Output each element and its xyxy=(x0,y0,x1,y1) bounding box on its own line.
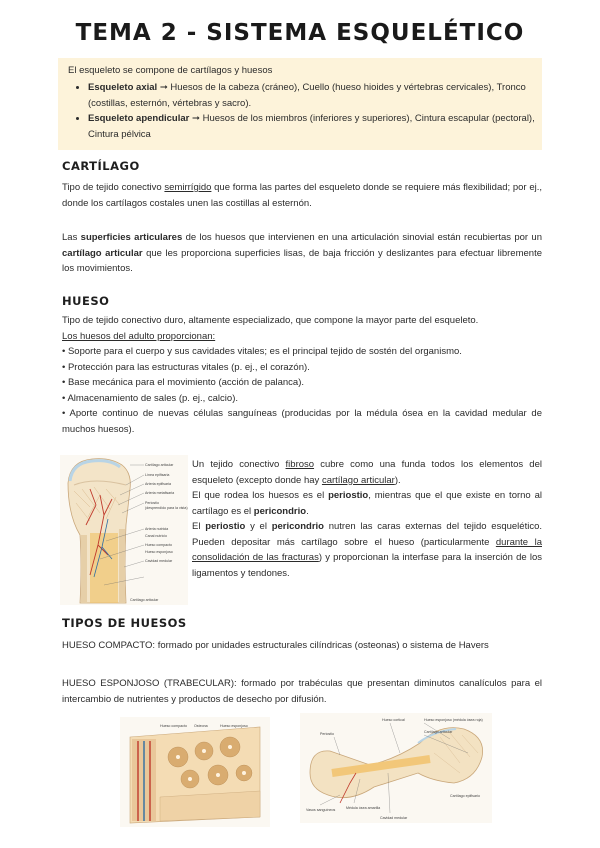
femur-illustration xyxy=(300,713,492,823)
hueso-paragraph xyxy=(62,313,542,437)
cartilago-paragraph-1 xyxy=(62,180,542,211)
figure-label: Arteria epifisaria xyxy=(145,482,171,486)
text: ). xyxy=(394,474,401,486)
figure-label: Arteria nutricia xyxy=(145,527,169,531)
figure-label: Cartílago articular xyxy=(130,598,159,602)
cartilago-paragraph-2 xyxy=(62,230,542,277)
osteon-illustration xyxy=(120,717,270,827)
text: ) y proporcionan la interfase para la inserción de los ligamentos y tendones. xyxy=(192,552,542,579)
subheading: Los huesos del adulto proporcionan: xyxy=(62,330,216,342)
figure-label: Cartílago articular xyxy=(145,463,174,467)
figure-label: Hueso esponjoso xyxy=(220,724,248,728)
heading-tipos-huesos: TIPOS DE HUESOS xyxy=(62,616,187,630)
hueso-esponjoso-text xyxy=(62,676,542,707)
text: . xyxy=(306,505,309,517)
figure-label: Periostio xyxy=(320,732,334,736)
text: que forma las partes del esqueleto donde se requiere más flexibilidad; por ej., donde los cartílagos costales unen las costillas al esternón. xyxy=(62,182,542,209)
bold-text: periostio xyxy=(328,490,369,501)
text: Tipo de tejido conectivo xyxy=(62,182,165,193)
list-item: • Base mecánica para el movimiento (acción de palanca). xyxy=(62,377,305,388)
figure-label: Médula ósea amarilla xyxy=(346,806,381,810)
intro-box xyxy=(58,58,542,150)
text: , mientras que el que existe en torno al cartílago es el xyxy=(192,490,542,517)
text: Las xyxy=(62,232,81,243)
arrow-icon: ➞ xyxy=(159,82,168,93)
heading-cartilago: CARTÍLAGO xyxy=(62,159,140,173)
list-item xyxy=(88,111,542,142)
spongy-bone-figure xyxy=(300,713,492,823)
hueso-compacto-text xyxy=(62,638,542,654)
text: cubre como una funda todos los elementos del esqueleto (excepto donde hay xyxy=(192,459,542,486)
text: y el xyxy=(245,521,272,532)
figure-label: Línea epifisaria xyxy=(145,473,170,477)
text: nutren las caras externas del tejido esquelético. Pueden depositar más cartílago sobre el hueso (particularmente xyxy=(192,521,542,548)
figure-label: Vasos sanguíneos xyxy=(306,808,336,812)
bold-text: periostio xyxy=(205,521,246,532)
term-axial: Esqueleto axial xyxy=(88,82,158,93)
figure-label: Arteria metafisaria xyxy=(145,491,175,495)
figure-label: Hueso esponjoso xyxy=(145,550,173,554)
underlined-text: semirrígido xyxy=(164,182,212,193)
text: El xyxy=(192,521,206,532)
list-item xyxy=(88,80,542,111)
underlined-text: cartílago articular xyxy=(321,474,395,486)
intro-lead: El esqueleto se compone de cartílagos y huesos xyxy=(68,65,273,76)
underlined-text: durante la consolidación de las fracturas xyxy=(192,536,542,563)
bold-text: pericondrio xyxy=(253,505,307,517)
underlined-text: fibroso xyxy=(285,459,315,470)
figure-label: Cavidad medular xyxy=(145,559,173,563)
figure-label: (desprendido para la vista) xyxy=(145,506,188,510)
list-item: • Protección para las estructuras vitales (p. ej., el corazón). xyxy=(62,361,310,373)
list-item: • Soporte para el cuerpo y sus cavidades vitales; es el principal tejido de sostén del organismo. xyxy=(62,346,462,357)
term-apendicular: Esqueleto apendicular xyxy=(88,113,190,124)
text: Tipo de tejido conectivo duro, altamente especializado, que compone la mayor parte del esqueleto. xyxy=(62,315,479,326)
page-title: TEMA 2 - SISTEMA ESQUELÉTICO xyxy=(75,20,525,46)
bold-text: pericondrio xyxy=(271,521,324,532)
heading-hueso: HUESO xyxy=(62,294,110,308)
figure-label: Hueso esponjoso (médula ósea roja) xyxy=(424,718,483,722)
list-item: • Almacenamiento de sales (p. ej., calcio). xyxy=(62,392,238,404)
bold-text: superficies articulares xyxy=(80,232,183,243)
figure-label: Osteona xyxy=(194,724,208,728)
arrow-icon: ➞ xyxy=(192,113,200,124)
list-item: • Aporte continuo de nuevas células sanguíneas (producidas por la médula ósea en la cavidad medular de muchos huesos). xyxy=(62,408,542,435)
figure-label: Canal nutricio xyxy=(145,534,167,538)
text: que les proporciona superficies lisas, de baja fricción y deslizantes para efectuar libremente los movimientos. xyxy=(62,247,542,274)
bone-figure xyxy=(60,455,188,605)
figure-label: Cartílago epifisario xyxy=(450,794,480,798)
bold-text: cartílago articular xyxy=(62,247,143,259)
figure-label: Cartílago articular xyxy=(424,730,453,734)
figure-label: Cavidad medular xyxy=(380,816,408,820)
apendicular-text: Huesos de los miembros (inferiores y superiores), Cintura escapular (pectoral), Cintura pélvica xyxy=(88,113,535,140)
axial-text: Huesos de la cabeza (cráneo), Cuello (hueso hioides y vértebras cervicales), Tronco (costillas, esternón, vértebras y sacro). xyxy=(88,82,526,109)
text: Un tejido conectivo xyxy=(192,459,286,470)
figure-label: Periostio xyxy=(145,501,159,505)
text: HUESO COMPACTO: formado por unidades estructurales cilíndricas (osteonas) o sistema de Havers xyxy=(62,640,489,651)
figure-label: Hueso cortical xyxy=(382,718,405,722)
compact-bone-figure xyxy=(120,717,270,827)
text: HUESO ESPONJOSO (TRABECULAR): formado por trabéculas que presentan diminutos canalículos para el intercambio de nutrientes y productos de desecho por difusión. xyxy=(62,678,542,705)
text: El que rodea los huesos es el xyxy=(192,490,329,501)
text: de los huesos que intervienen en una articulación sinovial están recubiertas por un xyxy=(182,232,542,243)
figure-label: Hueso compacto xyxy=(160,724,187,728)
long-bone-illustration xyxy=(60,455,188,605)
figure-label: Hueso compacto xyxy=(145,543,172,547)
intro-list xyxy=(58,80,542,142)
periostio-text xyxy=(192,457,542,581)
